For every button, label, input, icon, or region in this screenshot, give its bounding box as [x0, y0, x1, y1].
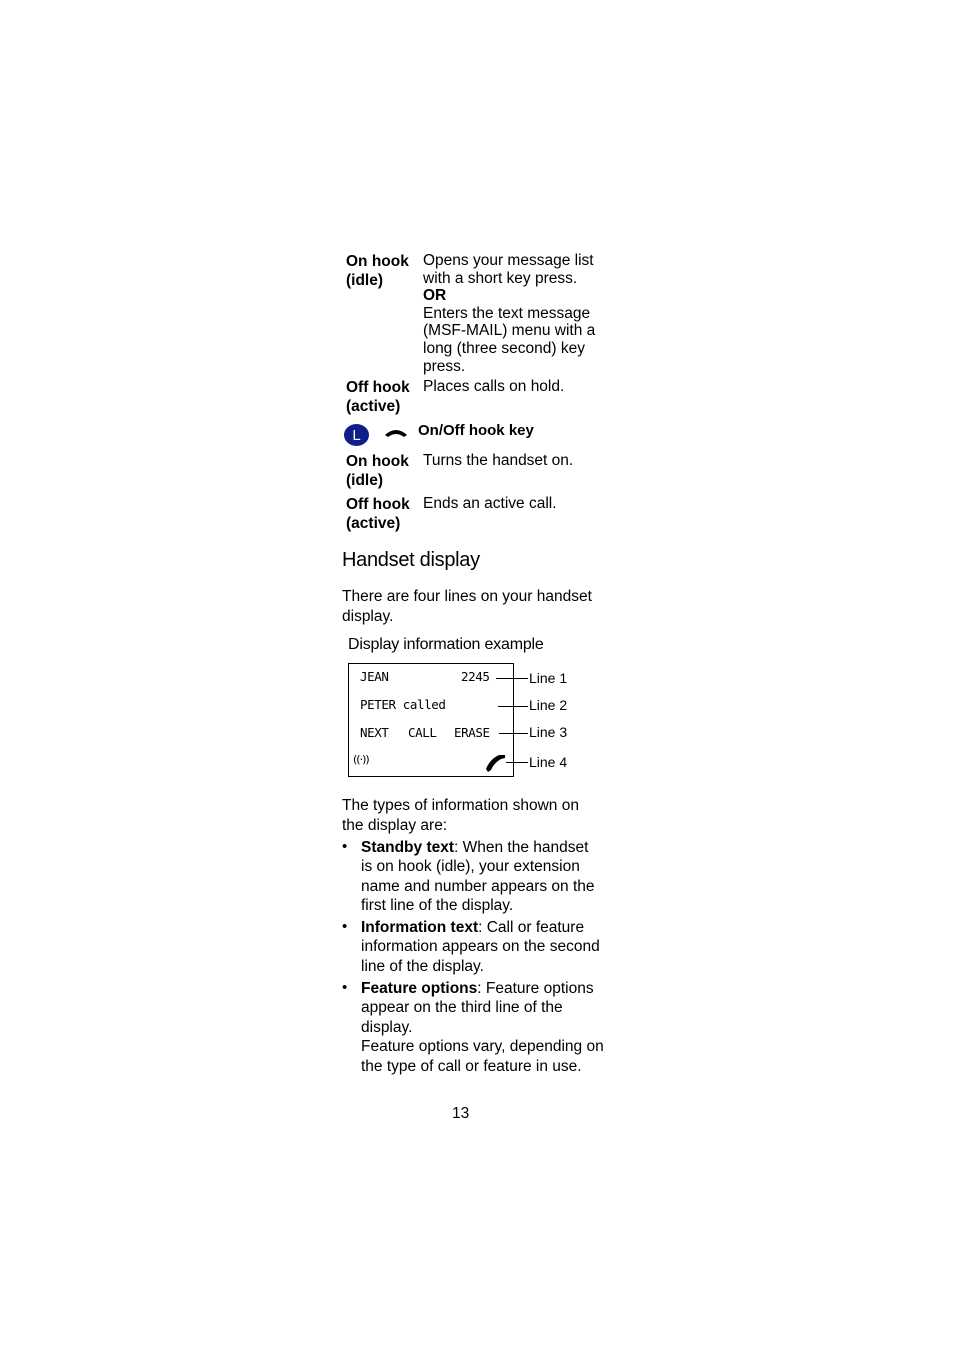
figure-caption: Display information example: [348, 636, 544, 653]
desc-ends-call: Ends an active call.: [423, 495, 557, 512]
leader-line-1: [496, 678, 528, 679]
callout-line-4: Line 4: [529, 754, 568, 770]
bullet-dot: •: [342, 838, 348, 855]
callout-line-2: Line 2: [529, 697, 568, 713]
badge-letter: L: [352, 426, 361, 444]
types-intro: [342, 796, 579, 835]
lcd-line1-number: 2245: [461, 669, 490, 684]
lcd-line2: PETER called: [360, 697, 446, 712]
item-rest: : Call or feature: [478, 919, 585, 936]
item-line: information appears on the second: [361, 938, 600, 956]
desc-line: Enters the text message: [423, 304, 591, 322]
desc-or: OR: [423, 287, 447, 305]
text-line: The types of information shown on: [342, 797, 579, 814]
desc-line: (MSF-MAIL) menu with a: [423, 322, 596, 340]
desc-line: long (three second) key: [423, 339, 585, 357]
item-term: Standby text: [361, 839, 455, 856]
signal-icon: ((·)): [353, 753, 369, 766]
term-line: On hook: [346, 453, 409, 470]
leader-line-4: [506, 762, 528, 763]
display-intro: [342, 587, 592, 626]
lcd-softkey-call: CALL: [408, 725, 437, 740]
item-line: [361, 918, 611, 937]
list-item-standby: [361, 838, 611, 916]
item-term: Feature options: [361, 980, 478, 997]
item-line: is on hook (idle), your extension: [361, 858, 580, 876]
item-line: appear on the third line of the: [361, 999, 563, 1017]
text-line: There are four lines on your handset: [342, 588, 592, 605]
item-line: [361, 838, 611, 857]
item-line: [361, 979, 611, 998]
term-line: Off hook: [346, 496, 410, 513]
desc-off-hook-active: [423, 378, 564, 396]
item-line: name and number appears on the: [361, 877, 595, 895]
callout-line-1: Line 1: [529, 670, 568, 686]
leader-line-2: [498, 706, 528, 707]
term-on-hook-idle-2: [346, 452, 409, 490]
term-line: (idle): [346, 272, 384, 289]
term-line: (active): [346, 398, 401, 415]
bullet-dot: •: [342, 979, 348, 996]
list-item-information: [361, 918, 611, 976]
desc-line: press.: [423, 357, 466, 375]
desc-line: Places calls on hold.: [423, 378, 565, 395]
onoff-key-label: On/Off hook key: [418, 422, 534, 439]
term-line: (active): [346, 515, 401, 532]
item-line: line of the display.: [361, 957, 484, 975]
term-line: Off hook: [346, 379, 410, 396]
desc-on-hook-idle: [423, 252, 623, 375]
term-off-hook-active: [346, 378, 410, 416]
page-number: 13: [452, 1105, 470, 1122]
item-line: display.: [361, 1018, 413, 1036]
handset-icon: [383, 427, 409, 439]
item-line: first line of the display.: [361, 897, 514, 915]
term-off-hook-active-2: [346, 495, 410, 533]
offhook-handset-icon: [485, 753, 507, 773]
section-title: Handset display: [342, 549, 480, 571]
desc-line: with a short key press.: [423, 269, 578, 287]
lcd-softkey-next: NEXT: [360, 725, 389, 740]
key-l-badge: [344, 424, 369, 446]
desc-turns-on: Turns the handset on.: [423, 452, 574, 469]
item-term: Information text: [361, 919, 479, 936]
callout-line-3: Line 3: [529, 724, 568, 740]
text-line: display.: [342, 607, 394, 625]
item-line: the type of call or feature in use.: [361, 1057, 582, 1075]
desc-line: Opens your message list: [423, 252, 594, 269]
item-rest: : Feature options: [477, 980, 594, 997]
leader-line-3: [499, 733, 528, 734]
lcd-line1-name: JEAN: [360, 669, 389, 684]
bullet-dot: •: [342, 918, 348, 935]
item-rest: : When the handset: [454, 839, 589, 856]
term-line: (idle): [346, 472, 384, 489]
text-line: the display are:: [342, 816, 448, 834]
term-on-hook-idle: [346, 252, 409, 290]
lcd-softkey-erase: ERASE: [454, 725, 490, 740]
term-line: On hook: [346, 253, 409, 270]
list-item-feature-options: [361, 979, 611, 1076]
item-line: Feature options vary, depending on: [361, 1038, 604, 1056]
